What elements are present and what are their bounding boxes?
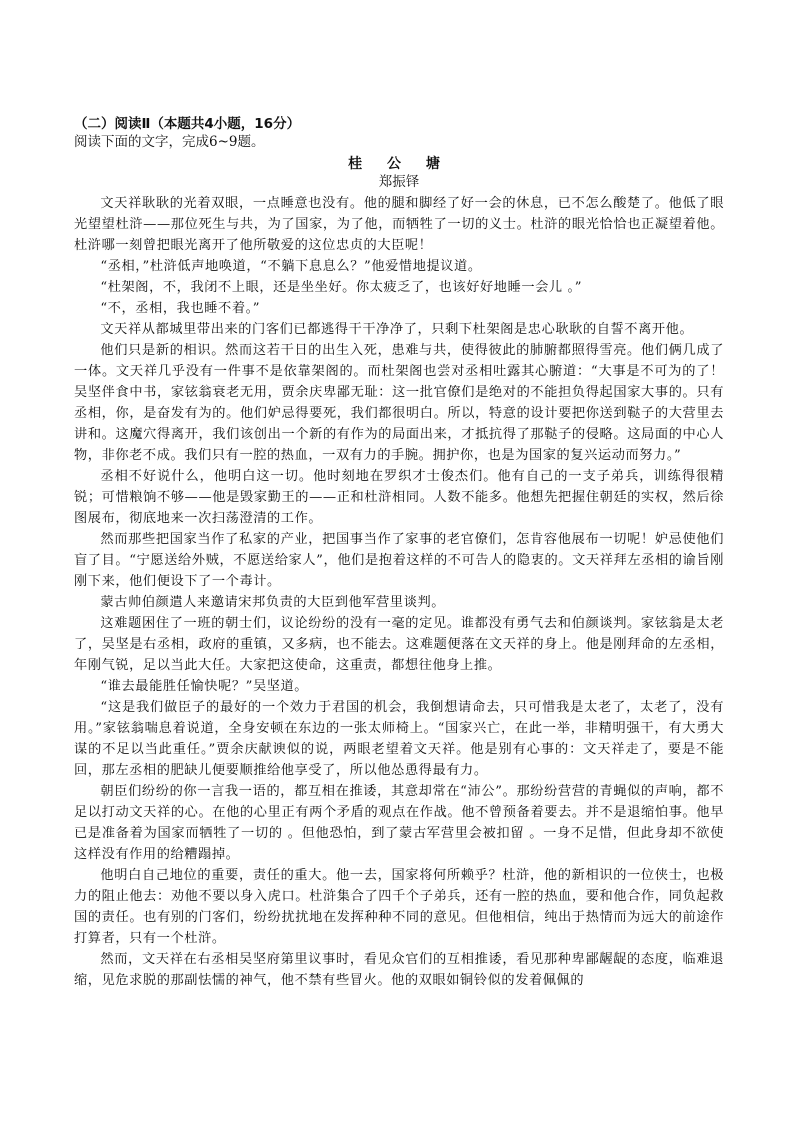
section-heading: （二）阅读Ⅱ（本题共4小题，16分） (74, 116, 301, 132)
paragraph: 丞相不好说什么，他明白这一切。他时刻地在罗织才士俊杰们。他有自己的一支子弟兵，训练得很精锐；可惜粮饷不够——他是毁家勤王的——正和杜浒相同。人数不能多。他想先把握住朝廷的实权，然后徐图展布，彻底地来一次扫荡澄清的工作。 (74, 469, 724, 526)
paragraph: “谁去最能胜任愉快呢？”吴坚道。 (100, 679, 309, 694)
paragraph: “丞相，”杜浒低声地唤道，“不躺下息息么？”他爱惜地提议道。 (100, 259, 482, 274)
article-author: 郑振铎 (378, 174, 420, 190)
page (74, 115, 724, 991)
paragraph: 然而那些把国家当作了私家的产业，把国事当作了家事的老官僚们，怎肯容他展布一切呢！妒忌使他们盲了目。“宁愿送给外贼，不愿送给家人”，他们是抱着这样的不可告人的隐衷的。文天祥拜左丞相的谕旨刚刚下来，他们便设下了一个毒计。 (74, 532, 724, 589)
paragraph: 这难题困住了一班的朝士们，议论纷纷的没有一毫的定见。谁都没有勇气去和伯颜谈判。家铉翁是太老了，吴坚是右丞相，政府的重镇，又多病，也不能去。这难题便落在文天祥的身上。他是刚拜命的左丞相，年刚气锐，足以当此大任。大家把这使命，这重责，都想往他身上推。 (74, 616, 724, 673)
paragraph: 文天祥从都城里带出来的门客们已都逃得干干净净了，只剩下杜架阁是忠心耿耿的自誓不离开他。 (100, 322, 694, 337)
paragraph: “杜架阁，不，我闭不上眼，还是坐坐好。你太疲乏了，也该好好地睡一会儿 。” (100, 280, 583, 295)
paragraph: “不，丞相，我也睡不着。” (100, 301, 261, 316)
paragraph: “这是我们做臣子的最好的一个效力于君国的机会，我倒想请命去，只可惜我是太老了，太老了，没有用。”家铉翁喘息着说道，全身安顿在东边的一张太师椅上。“国家兴亡，在此一举，非精明强干，有大勇大谋的不足以当此重任。”贾余庆献谀似的说，两眼老望着文天祥。他是别有心事的：文天祥走了，要是不能回，那左丞相的肥缺儿便要顺推给他享受了，所以他怂恿得最有力。 (74, 700, 724, 778)
paragraph: 文天祥耿耿的光着双眼，一点睡意也没有。他的腿和脚经了好一会的休息，已不怎么酸楚了。他低了眼光望望杜浒——那位死生与共，为了国家，为了他，而牺牲了一切的义士。杜浒的眼光恰恰也正凝望着他。杜浒哪一刻曾把眼光离开了他所敬爱的这位忠贞的大臣呢！ (74, 196, 724, 253)
reading-instruction: 阅读下面的文字，完成6~9题。 (74, 134, 265, 150)
paragraph: 蒙古帅伯颜遣人来邀请宋邦负责的大臣到他军营里谈判。 (100, 595, 446, 610)
paragraph: 然而，文天祥在右丞相吴坚府第里议事时，看见众官们的互相推诿，看见那种卑鄙龌龊的态度，临难退缩，见危求脱的那副怯懦的神气，他不禁有些冒火。他的双眼如铜铃似的发着佩佩的 (74, 952, 724, 988)
paragraph: 朝臣们纷纷的你一言我一语的，都互相在推诿，其意却常在“沛公”。那纷纷营营的青蝇似的声响，都不足以打动文天祥的心。在他的心里正有两个矛盾的观点在作战。他不曾预备着要去。并不是退缩怕事。他早已是准备着为国家而牺牲了一切的 。但他恐怕，到了蒙古军营里会被扣留 。一身不足惜，但此身却不欲使这样没有作用的给糟蹋掉。 (74, 784, 724, 862)
article-body (74, 193, 724, 991)
paragraph: 他们只是新的相识。然而这若干日的出生入死，患难与共，使得彼此的肺腑都照得雪亮。他们俩几成了一体。文天祥几乎没有一件事不是依靠架阁的。而杜架阁也尝对丞相吐露其心腑道：“大事是不可为的了！吴坚伴食中书，家铉翁衰老无用，贾余庆卑鄙无耻：这一批官僚们是绝对的不能担负得起国家大事的。只有丞相，你，是奋发有为的。他们妒忌得要死，我们都很明白。所以，特意的设计要把你送到鞑子的大营里去讲和。这魔穴得离开，我们该创出一个新的有作为的局面出来，才抵抗得了那鞑子的侵略。这局面的中心人物，非你老不成。我们只有一腔的热血，一双有力的手腕。拥护你，也是为国家的复兴运动而努力。” (74, 343, 724, 463)
article-title: 桂 公 塘 (348, 156, 450, 172)
paragraph: 他明白自己地位的重要，责任的重大。他一去，国家将何所赖乎？杜浒，他的新相识的一位侠士，也极力的阻止他去：劝他不要以身入虎口。杜浒集合了四千个子弟兵，还有一腔的热血，要和他合作，同负起救国的责任。也有别的门客们，纷纷扰扰地在发挥种种不同的意见。但他相信，纯出于热情而为远大的前途作打算者，只有一个杜浒。 (74, 868, 724, 946)
